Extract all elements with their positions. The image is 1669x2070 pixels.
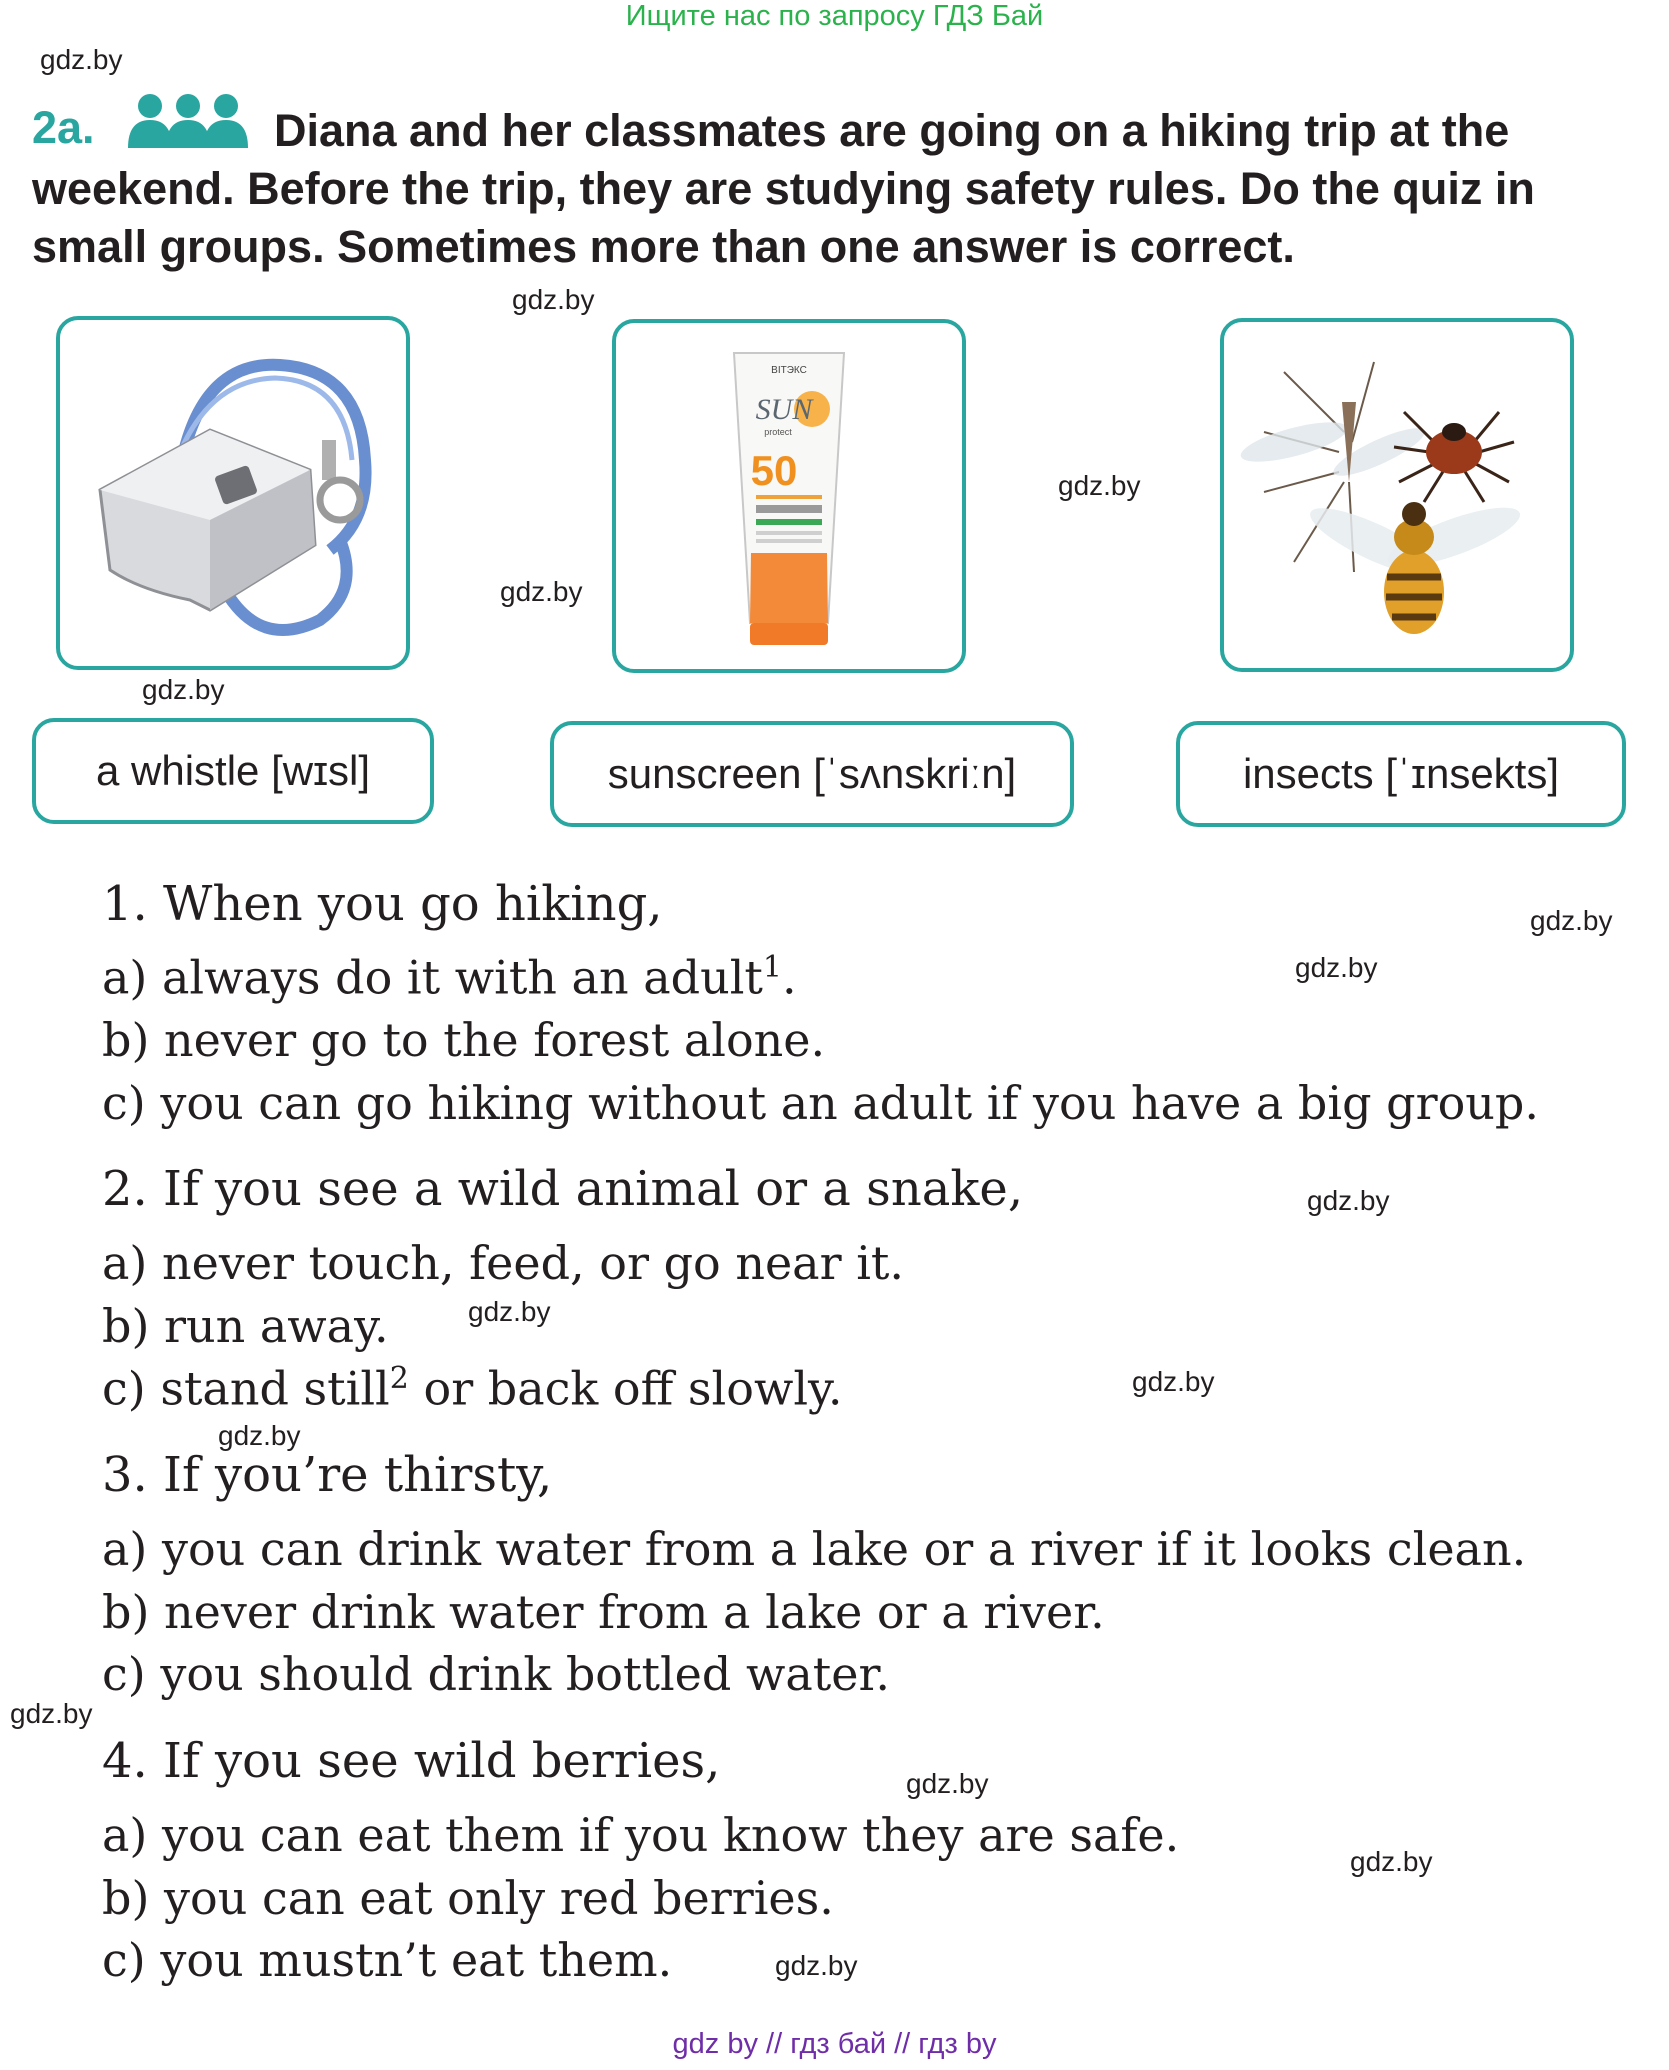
watermark: gdz.by (1132, 1366, 1215, 1397)
insects-picture (1220, 318, 1574, 672)
quiz-question-4: 4. If you see wild berries, (102, 1733, 721, 1789)
watermark: gdz.by (906, 1768, 989, 1799)
watermark: gdz.by (10, 1698, 93, 1729)
quiz-option-3b: b) never drink water from a lake or a river. (102, 1585, 1105, 1639)
watermark: gdz.by (40, 44, 123, 75)
vocab-word: insects (1242, 750, 1374, 797)
whistle-icon (60, 320, 406, 666)
quiz-option-2a: a) never touch, feed, or go near it. (102, 1236, 905, 1290)
watermark: gdz.by (468, 1296, 551, 1327)
watermark: gdz.by (775, 1950, 858, 1981)
quiz-option-2c: c) stand still$^2$ or back off slowly. (102, 1361, 843, 1416)
watermark: gdz.by (142, 674, 225, 705)
vocab-transcription: [ˈsʌnskriːn] (813, 750, 1017, 797)
brand-text: ВІТЭКС (771, 365, 807, 376)
top-banner: Ищите нас по запросу ГДЗ Бай (625, 0, 1044, 32)
watermark: gdz.by (1530, 905, 1613, 936)
quiz-option-1b: b) never go to the forest alone. (102, 1013, 826, 1067)
product-sub-text: protect (764, 427, 792, 437)
vocab-sunscreen (550, 721, 1074, 827)
watermark: gdz.by (1295, 952, 1378, 983)
insects-icon (1224, 322, 1570, 668)
watermark: gdz.by (1350, 1846, 1433, 1877)
quiz-option-2b: b) run away. (102, 1299, 389, 1353)
task-instruction: Diana and her classmates are going on a hiking trip at the weekend. Before the trip, they are studying safety rules. Do the quiz in small groups. Sometimes more than one answer is correct. (32, 105, 1535, 272)
quiz-option-3a: a) you can drink water from a lake or a river if it looks clean. (102, 1522, 1527, 1576)
sunscreen-picture (612, 319, 966, 673)
watermark: gdz.by (512, 284, 595, 315)
quiz-option-4a: a) you can eat them if you know they are safe. (102, 1808, 1180, 1862)
watermark: gdz.by (500, 576, 583, 607)
task-number: 2a. (32, 102, 95, 153)
vocab-transcription: [wɪsl] (271, 747, 371, 794)
whistle-picture (56, 316, 410, 670)
quiz-option-1a: a) always do it with an adult$^1$. (102, 950, 797, 1005)
vocab-word: a whistle (95, 747, 260, 794)
quiz-option-3c: c) you should drink bottled water. (102, 1647, 891, 1701)
quiz-question-1: 1. When you go hiking, (102, 876, 663, 932)
spf-number-text: 50 (750, 447, 798, 494)
sunscreen-tube-icon (616, 323, 962, 669)
quiz-option-4b: b) you can eat only red berries. (102, 1871, 834, 1925)
watermark: gdz.by (1058, 470, 1141, 501)
product-name-text: SUN (755, 393, 813, 426)
quiz-option-4c: c) you mustn’t eat them. (102, 1933, 673, 1987)
vocab-word: sunscreen (607, 750, 802, 797)
quiz-question-3: 3. If you’re thirsty, (102, 1447, 553, 1503)
group-work-icon (126, 92, 250, 148)
footer-links: gdz by // гдз бай // гдз by (672, 2028, 997, 2060)
quiz-option-1c: c) you can go hiking without an adult if you have a big group. (102, 1076, 1539, 1130)
vocab-transcription: [ˈɪnsekts] (1385, 750, 1560, 797)
watermark: gdz.by (218, 1420, 301, 1451)
watermark: gdz.by (1307, 1185, 1390, 1216)
vocab-insects (1176, 721, 1626, 827)
vocab-whistle (32, 718, 434, 824)
quiz-question-2: 2. If you see a wild animal or a snake, (102, 1161, 1024, 1217)
